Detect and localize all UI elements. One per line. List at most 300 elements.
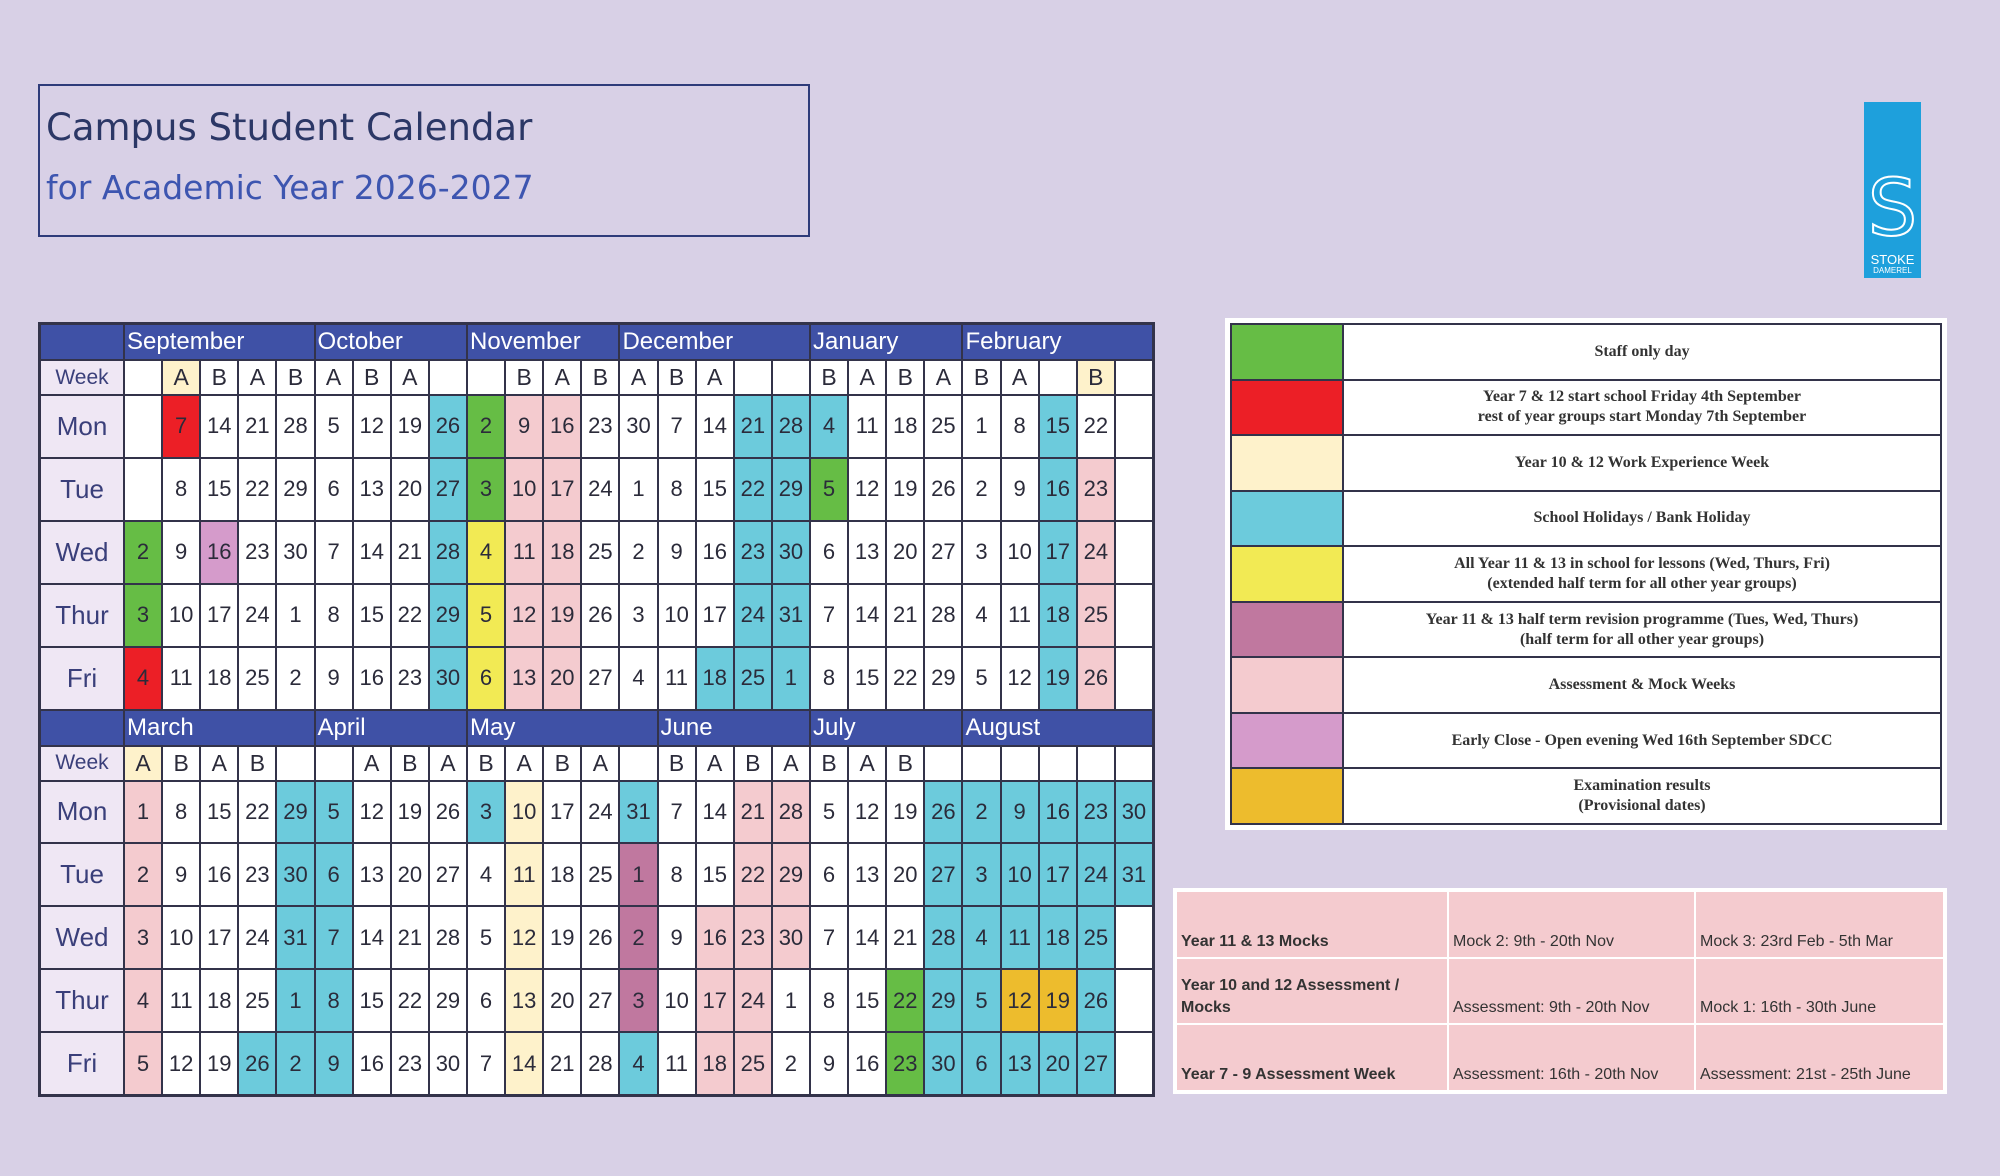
- date-cell: 3: [620, 970, 656, 1031]
- day-label: Tue: [41, 459, 123, 520]
- date-cell: 30: [430, 648, 466, 709]
- week-type-cell: A: [544, 361, 580, 394]
- week-type-cell: B: [239, 747, 275, 780]
- date-cell: 8: [659, 844, 695, 905]
- date-cell: 13: [506, 970, 542, 1031]
- date-cell: 25: [239, 648, 275, 709]
- date-cell: 8: [316, 970, 352, 1031]
- date-cell: 11: [1002, 585, 1038, 646]
- date-cell: 26: [582, 907, 618, 968]
- date-cell: 2: [277, 1033, 313, 1094]
- date-cell: 1: [963, 396, 999, 457]
- date-cell: 27: [430, 459, 466, 520]
- date-cell: 4: [963, 585, 999, 646]
- date-cell: 15: [354, 585, 390, 646]
- date-cell: 4: [125, 648, 161, 709]
- date-cell: 1: [773, 648, 809, 709]
- date-cell: 16: [1040, 782, 1076, 843]
- date-cell: 9: [316, 648, 352, 709]
- week-type-cell: A: [1002, 361, 1038, 394]
- date-cell: 22: [392, 970, 428, 1031]
- date-cell: 13: [849, 522, 885, 583]
- date-cell: 18: [544, 522, 580, 583]
- week-type-cell: [1078, 747, 1114, 780]
- date-cell: 15: [849, 970, 885, 1031]
- date-cell: 29: [430, 585, 466, 646]
- week-type-cell: [925, 747, 961, 780]
- date-cell: 27: [582, 970, 618, 1031]
- date-cell: 17: [544, 782, 580, 843]
- date-cell: 9: [316, 1033, 352, 1094]
- date-cell: 6: [316, 459, 352, 520]
- date-cell: [1116, 970, 1152, 1031]
- date-cell: 23: [735, 907, 771, 968]
- date-cell: 9: [163, 522, 199, 583]
- date-cell: 9: [659, 522, 695, 583]
- date-cell: 1: [125, 782, 161, 843]
- date-cell: 16: [544, 396, 580, 457]
- date-cell: [1116, 585, 1152, 646]
- month-label: April: [317, 713, 366, 741]
- week-type-cell: B: [659, 747, 695, 780]
- date-cell: 26: [430, 782, 466, 843]
- week-type-cell: [620, 747, 656, 780]
- assessment-label: Year 10 and 12 Assessment / Mocks: [1177, 959, 1447, 1024]
- week-type-cell: B: [468, 747, 504, 780]
- day-label: Mon: [41, 396, 123, 457]
- month-header: [963, 325, 1152, 359]
- week-type-cell: A: [506, 747, 542, 780]
- week-type-cell: A: [125, 747, 161, 780]
- week-type-cell: A: [849, 361, 885, 394]
- date-cell: 1: [620, 844, 656, 905]
- date-cell: 2: [773, 1033, 809, 1094]
- date-cell: 30: [430, 1033, 466, 1094]
- date-cell: 22: [239, 459, 275, 520]
- date-cell: 16: [697, 907, 733, 968]
- date-cell: 22: [735, 844, 771, 905]
- date-cell: 19: [887, 459, 923, 520]
- date-cell: 26: [430, 396, 466, 457]
- legend-text: All Year 11 & 13 in school for lessons (Wed, Thurs, Fri) (extended half term for all other year groups): [1344, 547, 1940, 601]
- date-cell: 12: [1002, 648, 1038, 709]
- week-type-cell: [1116, 361, 1152, 394]
- date-cell: 18: [201, 970, 237, 1031]
- day-label: Wed: [41, 522, 123, 583]
- page-title: Campus Student Calendar: [46, 106, 533, 149]
- date-cell: 25: [735, 648, 771, 709]
- month-label: January: [812, 328, 899, 355]
- month-header: [811, 711, 961, 745]
- date-cell: [1116, 396, 1152, 457]
- week-type-cell: B: [506, 361, 542, 394]
- legend-swatch: [1232, 325, 1342, 379]
- date-cell: 22: [887, 970, 923, 1031]
- date-cell: 17: [1040, 844, 1076, 905]
- date-cell: 11: [1002, 907, 1038, 968]
- date-cell: 28: [277, 396, 313, 457]
- date-cell: [1116, 522, 1152, 583]
- legend-text: Year 7 & 12 start school Friday 4th September rest of year groups start Monday 7th September: [1344, 381, 1940, 435]
- month-header: [125, 711, 314, 745]
- week-type-cell: B: [811, 747, 847, 780]
- date-cell: 21: [544, 1033, 580, 1094]
- date-cell: 23: [735, 522, 771, 583]
- date-cell: 21: [735, 782, 771, 843]
- date-cell: 12: [849, 459, 885, 520]
- legend-text: Year 11 & 13 half term revision programme (Tues, Wed, Thurs) (half term for all other year groups): [1344, 603, 1940, 657]
- date-cell: 25: [1078, 907, 1114, 968]
- date-cell: 27: [925, 522, 961, 583]
- week-type-cell: A: [925, 361, 961, 394]
- week-type-cell: [773, 361, 809, 394]
- date-cell: 9: [506, 396, 542, 457]
- date-cell: 7: [468, 1033, 504, 1094]
- date-cell: 11: [163, 648, 199, 709]
- date-cell: 10: [163, 907, 199, 968]
- date-cell: 18: [201, 648, 237, 709]
- month-header: [620, 325, 809, 359]
- date-cell: 22: [887, 648, 923, 709]
- week-type-cell: A: [697, 361, 733, 394]
- date-cell: 21: [887, 907, 923, 968]
- page-subtitle: for Academic Year 2026-2027: [46, 168, 534, 207]
- legend-grid: [1230, 323, 1942, 825]
- date-cell: 16: [697, 522, 733, 583]
- date-cell: 13: [354, 844, 390, 905]
- assessment-grid: [1177, 892, 1943, 1090]
- date-cell: 30: [1116, 782, 1152, 843]
- date-cell: 20: [544, 970, 580, 1031]
- date-cell: 10: [1002, 844, 1038, 905]
- date-cell: 1: [773, 970, 809, 1031]
- date-cell: 23: [239, 522, 275, 583]
- date-cell: 6: [963, 1033, 999, 1094]
- date-cell: 5: [963, 648, 999, 709]
- month-label: October: [317, 328, 403, 355]
- date-cell: 5: [316, 396, 352, 457]
- date-cell: 28: [773, 396, 809, 457]
- week-label: Week: [41, 747, 123, 780]
- date-cell: 20: [392, 844, 428, 905]
- date-cell: [1116, 648, 1152, 709]
- legend-swatch: [1232, 769, 1342, 823]
- date-cell: 16: [201, 522, 237, 583]
- date-cell: 23: [239, 844, 275, 905]
- date-cell: 14: [697, 396, 733, 457]
- date-cell: 22: [1078, 396, 1114, 457]
- date-cell: 22: [735, 459, 771, 520]
- date-cell: [1116, 459, 1152, 520]
- date-cell: 4: [468, 522, 504, 583]
- date-cell: 19: [544, 585, 580, 646]
- date-cell: 26: [925, 459, 961, 520]
- date-cell: 29: [277, 459, 313, 520]
- date-cell: 2: [125, 522, 161, 583]
- date-cell: 11: [506, 522, 542, 583]
- date-cell: 7: [659, 782, 695, 843]
- date-cell: 11: [849, 396, 885, 457]
- date-cell: 29: [925, 970, 961, 1031]
- date-cell: 6: [811, 844, 847, 905]
- assessment-period-2: Assessment: 21st - 25th June: [1696, 1025, 1943, 1090]
- date-cell: 11: [163, 970, 199, 1031]
- date-cell: 29: [925, 648, 961, 709]
- date-cell: 20: [544, 648, 580, 709]
- week-type-cell: B: [659, 361, 695, 394]
- date-cell: 3: [963, 522, 999, 583]
- date-cell: 13: [1002, 1033, 1038, 1094]
- day-label: Fri: [41, 648, 123, 709]
- date-cell: [1116, 1033, 1152, 1094]
- week-label: Week: [41, 361, 123, 394]
- day-label: Thur: [41, 970, 123, 1031]
- date-cell: 29: [430, 970, 466, 1031]
- date-cell: 15: [354, 970, 390, 1031]
- date-cell: 17: [697, 970, 733, 1031]
- date-cell: 19: [392, 396, 428, 457]
- date-cell: 8: [1002, 396, 1038, 457]
- date-cell: 7: [316, 522, 352, 583]
- date-cell: 3: [620, 585, 656, 646]
- legend-text: Year 10 & 12 Work Experience Week: [1344, 436, 1940, 490]
- date-cell: 12: [849, 782, 885, 843]
- date-cell: 25: [1078, 585, 1114, 646]
- legend-text: Examination results (Provisional dates): [1344, 769, 1940, 823]
- date-cell: 25: [925, 396, 961, 457]
- date-cell: 2: [620, 522, 656, 583]
- day-label: Fri: [41, 1033, 123, 1094]
- date-cell: 12: [354, 782, 390, 843]
- month-label: December: [622, 328, 734, 355]
- date-cell: 16: [1040, 459, 1076, 520]
- date-cell: 26: [925, 782, 961, 843]
- week-type-cell: A: [582, 747, 618, 780]
- week-type-cell: A: [392, 361, 428, 394]
- week-type-cell: [1002, 747, 1038, 780]
- date-cell: 21: [735, 396, 771, 457]
- date-cell: 15: [849, 648, 885, 709]
- week-type-cell: A: [239, 361, 275, 394]
- date-cell: 8: [811, 970, 847, 1031]
- date-cell: 15: [201, 782, 237, 843]
- month-header-corner: [41, 711, 123, 745]
- week-type-cell: B: [163, 747, 199, 780]
- date-cell: 1: [277, 585, 313, 646]
- date-cell: 5: [468, 907, 504, 968]
- week-type-cell: A: [163, 361, 199, 394]
- date-cell: 30: [925, 1033, 961, 1094]
- date-cell: 11: [659, 1033, 695, 1094]
- date-cell: 4: [620, 1033, 656, 1094]
- date-cell: 28: [773, 782, 809, 843]
- day-label: Thur: [41, 585, 123, 646]
- assessment-label: Year 11 & 13 Mocks: [1177, 892, 1447, 957]
- date-cell: 24: [1078, 844, 1114, 905]
- date-cell: 27: [430, 844, 466, 905]
- week-type-cell: [963, 747, 999, 780]
- date-cell: 10: [506, 782, 542, 843]
- date-cell: 25: [582, 844, 618, 905]
- date-cell: 5: [811, 782, 847, 843]
- month-header: [963, 711, 1152, 745]
- school-logo: [1864, 102, 1921, 278]
- month-header: [125, 325, 314, 359]
- date-cell: [1116, 907, 1152, 968]
- date-cell: 30: [277, 844, 313, 905]
- date-cell: 2: [277, 648, 313, 709]
- date-cell: 12: [506, 907, 542, 968]
- date-cell: 28: [925, 907, 961, 968]
- date-cell: 4: [811, 396, 847, 457]
- date-cell: 24: [239, 907, 275, 968]
- date-cell: 20: [887, 844, 923, 905]
- legend: [1225, 318, 1947, 830]
- legend-swatch: [1232, 714, 1342, 768]
- week-type-cell: [1040, 747, 1076, 780]
- date-cell: 4: [125, 970, 161, 1031]
- week-type-cell: B: [544, 747, 580, 780]
- date-cell: 21: [392, 907, 428, 968]
- date-cell: 6: [316, 844, 352, 905]
- date-cell: 24: [582, 782, 618, 843]
- date-cell: 15: [697, 844, 733, 905]
- date-cell: 16: [201, 844, 237, 905]
- date-cell: 13: [506, 648, 542, 709]
- date-cell: 23: [392, 648, 428, 709]
- week-type-cell: A: [773, 747, 809, 780]
- date-cell: 16: [354, 1033, 390, 1094]
- date-cell: 25: [239, 970, 275, 1031]
- date-cell: 7: [316, 907, 352, 968]
- date-cell: 7: [163, 396, 199, 457]
- legend-swatch: [1232, 492, 1342, 546]
- date-cell: 6: [468, 970, 504, 1031]
- week-type-cell: [468, 361, 504, 394]
- week-type-cell: B: [735, 747, 771, 780]
- week-type-cell: [316, 747, 352, 780]
- date-cell: 18: [544, 844, 580, 905]
- date-cell: 19: [544, 907, 580, 968]
- date-cell: 31: [620, 782, 656, 843]
- legend-text: Staff only day: [1344, 325, 1940, 379]
- date-cell: 14: [354, 907, 390, 968]
- week-type-cell: B: [201, 361, 237, 394]
- date-cell: 26: [1078, 648, 1114, 709]
- date-cell: 27: [582, 648, 618, 709]
- date-cell: 31: [1116, 844, 1152, 905]
- date-cell: 24: [1078, 522, 1114, 583]
- day-label: Wed: [41, 907, 123, 968]
- date-cell: 8: [163, 782, 199, 843]
- assessment-label: Year 7 - 9 Assessment Week: [1177, 1025, 1447, 1090]
- date-cell: 28: [582, 1033, 618, 1094]
- assessment-period-2: Mock 3: 23rd Feb - 5th Mar: [1696, 892, 1943, 957]
- month-header: [659, 711, 809, 745]
- date-cell: 3: [963, 844, 999, 905]
- date-cell: 21: [239, 396, 275, 457]
- week-type-cell: B: [887, 361, 923, 394]
- week-type-cell: B: [354, 361, 390, 394]
- date-cell: 18: [1040, 907, 1076, 968]
- date-cell: 24: [239, 585, 275, 646]
- calendar-grid: [41, 325, 1152, 1094]
- date-cell: 13: [354, 459, 390, 520]
- date-cell: 8: [659, 459, 695, 520]
- month-header-corner: [41, 325, 123, 359]
- date-cell: 17: [201, 907, 237, 968]
- date-cell: 14: [201, 396, 237, 457]
- date-cell: 17: [201, 585, 237, 646]
- legend-swatch: [1232, 381, 1342, 435]
- date-cell: 6: [468, 648, 504, 709]
- date-cell: 19: [392, 782, 428, 843]
- date-cell: 17: [697, 585, 733, 646]
- date-cell: 10: [659, 585, 695, 646]
- assessment-table: [1173, 888, 1947, 1094]
- date-cell: 2: [468, 396, 504, 457]
- date-cell: 4: [963, 907, 999, 968]
- date-cell: 19: [1040, 648, 1076, 709]
- logo-line2: DAMEREL: [1873, 266, 1912, 275]
- date-cell: 2: [963, 459, 999, 520]
- date-cell: 9: [1002, 782, 1038, 843]
- month-header: [316, 711, 466, 745]
- legend-swatch: [1232, 436, 1342, 490]
- date-cell: [125, 396, 161, 457]
- date-cell: 28: [430, 522, 466, 583]
- date-cell: 1: [620, 459, 656, 520]
- date-cell: 9: [1002, 459, 1038, 520]
- date-cell: 27: [925, 844, 961, 905]
- calendar: [38, 322, 1155, 1097]
- date-cell: 7: [811, 907, 847, 968]
- date-cell: 29: [773, 459, 809, 520]
- date-cell: 31: [277, 907, 313, 968]
- date-cell: 10: [1002, 522, 1038, 583]
- date-cell: 5: [963, 970, 999, 1031]
- date-cell: 12: [354, 396, 390, 457]
- date-cell: 14: [354, 522, 390, 583]
- date-cell: 7: [659, 396, 695, 457]
- date-cell: 10: [506, 459, 542, 520]
- date-cell: 16: [354, 648, 390, 709]
- day-label: Mon: [41, 782, 123, 843]
- month-label: July: [812, 713, 856, 741]
- date-cell: 14: [849, 907, 885, 968]
- assessment-period-1: Assessment: 16th - 20th Nov: [1449, 1025, 1694, 1090]
- date-cell: 21: [392, 522, 428, 583]
- date-cell: 3: [125, 907, 161, 968]
- week-type-cell: A: [849, 747, 885, 780]
- date-cell: 20: [1040, 1033, 1076, 1094]
- date-cell: 26: [582, 585, 618, 646]
- date-cell: 27: [1078, 1033, 1114, 1094]
- date-cell: 30: [773, 907, 809, 968]
- week-type-cell: B: [1078, 361, 1114, 394]
- day-label: Tue: [41, 844, 123, 905]
- date-cell: 24: [735, 970, 771, 1031]
- date-cell: 2: [963, 782, 999, 843]
- date-cell: 15: [697, 459, 733, 520]
- legend-swatch: [1232, 603, 1342, 657]
- date-cell: 14: [697, 782, 733, 843]
- date-cell: 19: [201, 1033, 237, 1094]
- date-cell: 3: [125, 585, 161, 646]
- date-cell: 7: [811, 585, 847, 646]
- date-cell: 8: [811, 648, 847, 709]
- month-header: [316, 325, 466, 359]
